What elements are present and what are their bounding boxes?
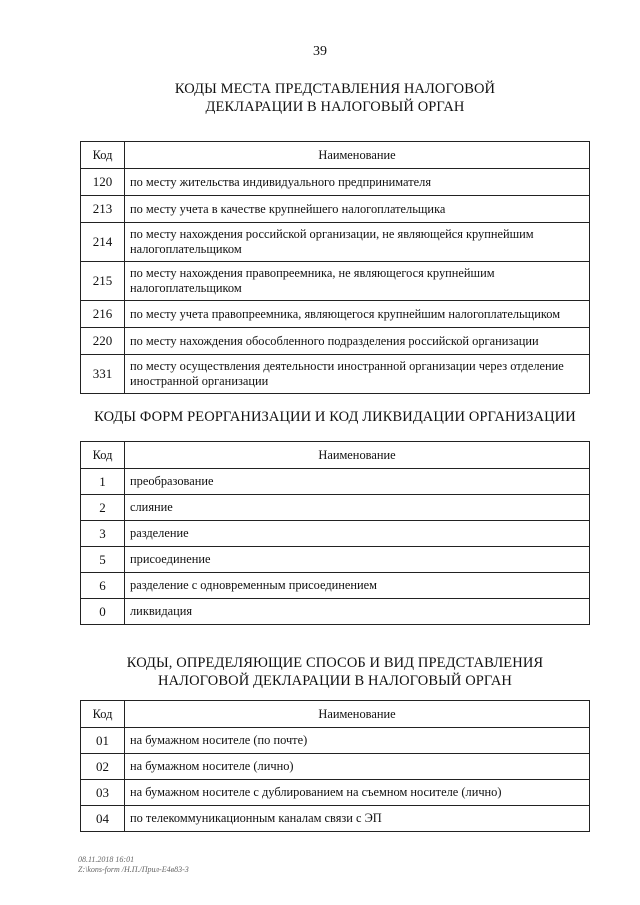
row-code: 216: [81, 301, 125, 328]
reorganization-codes-table: [80, 441, 590, 625]
table-row: [81, 547, 590, 573]
row-code: 214: [81, 223, 125, 262]
row-code: 213: [81, 196, 125, 223]
page-number: 39: [313, 44, 327, 59]
row-code: 1: [81, 469, 125, 495]
row-code: 6: [81, 573, 125, 599]
table-row: [81, 169, 590, 196]
row-code: 220: [81, 328, 125, 355]
row-code: 331: [81, 355, 125, 394]
title-line: КОДЫ, ОПРЕДЕЛЯЮЩИЕ СПОСОБ И ВИД ПРЕДСТАВЛЕНИЯ: [126, 655, 544, 671]
table-row: [81, 728, 590, 754]
row-name: ликвидация: [125, 599, 590, 625]
row-name: по месту осуществления деятельности иностранной организации через отделение иностранной организации: [125, 355, 590, 394]
header-code: Код: [81, 701, 125, 728]
stamp-line: Z:\kons-form /Н.П./Прил-Е4в83-3: [78, 865, 189, 874]
row-name: по месту нахождения российской организации, не являющейся крупнейшим налогоплательщиком: [125, 223, 590, 262]
row-code: 5: [81, 547, 125, 573]
submission-method-codes-table: [80, 700, 590, 832]
row-name: разделение: [125, 521, 590, 547]
row-name: слияние: [125, 495, 590, 521]
table-row: [81, 521, 590, 547]
row-code: 2: [81, 495, 125, 521]
title-line: КОДЫ ФОРМ РЕОРГАНИЗАЦИИ И КОД ЛИКВИДАЦИИ ОРГАНИЗАЦИИ: [94, 409, 576, 425]
table-row: [81, 469, 590, 495]
row-name: по месту учета в качестве крупнейшего налогоплательщика: [125, 196, 590, 223]
table-row: [81, 573, 590, 599]
row-code: 03: [81, 780, 125, 806]
row-name: по месту нахождения правопреемника, не являющегося крупнейшим налогоплательщиком: [125, 262, 590, 301]
row-name: по телекоммуникационным каналам связи с ЭП: [125, 806, 590, 832]
table-row: [81, 223, 590, 262]
section-title-reorganization-codes: [80, 408, 590, 426]
place-codes-table: [80, 141, 590, 394]
row-name: на бумажном носителе (лично): [125, 754, 590, 780]
stamp-line: 08.11.2018 16:01: [78, 855, 135, 864]
row-code: 04: [81, 806, 125, 832]
table-header-row: [81, 142, 590, 169]
title-line: НАЛОГОВОЙ ДЕКЛАРАЦИИ В НАЛОГОВЫЙ ОРГАН: [158, 673, 512, 689]
section-title-submission-method-codes: [80, 654, 590, 690]
table-row: [81, 262, 590, 301]
row-code: 120: [81, 169, 125, 196]
row-code: 3: [81, 521, 125, 547]
header-name: Наименование: [125, 142, 590, 169]
table-row: [81, 599, 590, 625]
table-row: [81, 196, 590, 223]
row-code: 0: [81, 599, 125, 625]
row-name: по месту нахождения обособленного подразделения российской организации: [125, 328, 590, 355]
row-name: разделение с одновременным присоединением: [125, 573, 590, 599]
table-header-row: [81, 701, 590, 728]
row-code: 01: [81, 728, 125, 754]
row-name: по месту учета правопреемника, являющегося крупнейшим налогоплательщиком: [125, 301, 590, 328]
row-name: на бумажном носителе (по почте): [125, 728, 590, 754]
table-row: [81, 495, 590, 521]
table-row: [81, 328, 590, 355]
document-stamp: [78, 855, 189, 875]
table-row: [81, 806, 590, 832]
header-name: Наименование: [125, 701, 590, 728]
section-title-place-codes: [80, 80, 590, 116]
header-name: Наименование: [125, 442, 590, 469]
row-name: на бумажном носителе с дублированием на съемном носителе (лично): [125, 780, 590, 806]
table-header-row: [81, 442, 590, 469]
row-name: преобразование: [125, 469, 590, 495]
title-line: ДЕКЛАРАЦИИ В НАЛОГОВЫЙ ОРГАН: [205, 99, 465, 115]
row-name: по месту жительства индивидуального предпринимателя: [125, 169, 590, 196]
header-code: Код: [81, 142, 125, 169]
row-name: присоединение: [125, 547, 590, 573]
table-row: [81, 780, 590, 806]
row-code: 02: [81, 754, 125, 780]
table-row: [81, 355, 590, 394]
row-code: 215: [81, 262, 125, 301]
title-line: КОДЫ МЕСТА ПРЕДСТАВЛЕНИЯ НАЛОГОВОЙ: [174, 81, 496, 97]
header-code: Код: [81, 442, 125, 469]
table-row: [81, 754, 590, 780]
table-row: [81, 301, 590, 328]
